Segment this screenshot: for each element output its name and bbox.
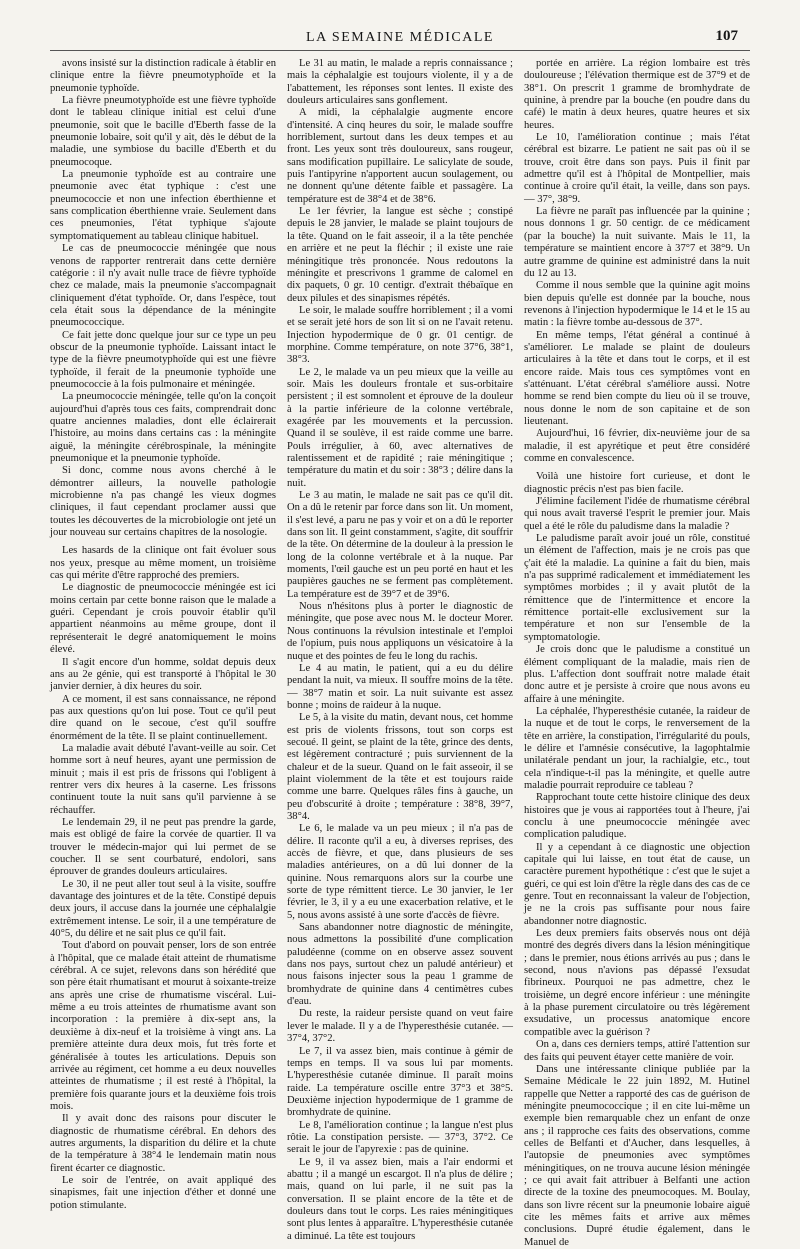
paragraph: Rapprochant toute cette histoire clinique des deux histoires que je vous ai rapportées tout à l'heure, j'ai conclu à une pneumococcie méningée avec complication paludique. — [524, 792, 750, 841]
paragraph: Le paludisme paraît avoir joué un rôle, constitué un élément de l'affection, mais je ne crois pas que ç'ait été la maladie. La quinine a fait du bien, mais n'a pas supprimé radicalement et immédiatement les symptômes morbides ; il y avait plutôt de la rémittence que de l'intermittence et encore la rémittence portait-elle exclusivement sur la température et non sur l'ensemble de la symptomatologie. — [524, 533, 750, 643]
paragraph: Il s'agit encore d'un homme, soldat depuis deux ans au 2e génie, qui est transporté à l'hôpital le 30 janvier dernier, à dix heures du soir. — [50, 656, 276, 693]
paragraph: Voilà une histoire fort curieuse, et dont le diagnostic précis n'est pas bien facile. — [524, 471, 750, 495]
paragraph: portée en arrière. La région lombaire est très douloureuse ; l'élévation thermique est de 37°9 et de 38°1. On prescrit 1 gramme de bromhydrate de quinine, à prendre par la bouche (en poudre dans du café) le matin à deux heures, quatre heures et six heures. — [524, 58, 750, 131]
paragraph: Il y avait donc des raisons pour discuter le diagnostic de rhumatisme cérébral. En dehors des autres arguments, la disparition du délire et la chute de la température à 38°4 le lendemain matin nous firent écarter ce diagnostic. — [50, 1113, 276, 1174]
column-left — [50, 58, 276, 1211]
paragraph: Les deux premiers faits observés nous ont déjà montré des degrés divers dans la lésion méningitique ; dans le premier, nous étions arrivés au pus ; dans le second, nous n'avions pas dépassé l'exsudat fibrineux. Pourquoi ne pas admettre, chez le troisième, un degré encore inférieur : une méningite à la phase purement circulatoire ou très légèrement exsudative, un processus anatomique encore compatible avec la guérison ? — [524, 928, 750, 1038]
running-header: LA SEMAINE MÉDICALE — [306, 30, 494, 45]
paragraph: Le 3 au matin, le malade ne sait pas ce qu'il dit. On a dû le retenir par force dans son lit. Un moment, il s'est levé, a paru ne pas y voir et on a dû le reporter dans son lit. Il geint constamment, s'agite, dit souffrir de la tête. On détermine de la douleur à la pression le long de la colonne vertébrale et à la nuque. Par moments, l'œil gauche est un peu porté en haut et les paupières gauches ne se ferment pas complètement. La température est de 39°7 et de 39°6. — [287, 490, 513, 600]
paragraph: La fièvre pneumotyphoïde est une fièvre typhoïde dont le tableau clinique initial est celui d'une pneumonie, soit que le bacille d'Eberth fasse de la pneumonie lobaire, soit qu'il y ait, dès le début de la maladie, une symbiose du bacille d'Eberth et du pneumocoque. — [50, 95, 276, 168]
paragraph: Le 7, il va assez bien, mais continue à gémir de temps en temps. Il va sous lui par moments. L'hyperesthésie cutanée diminue. Il paraît moins raide. La température oscille entre 37°3 et 38°5. Deuxième injection hypodermique de 1 gramme de bromhydrate de quinine. — [287, 1045, 513, 1119]
paragraph: Le 10, l'amélioration continue ; mais l'état cérébral est bizarre. Le patient ne sait pas où il se trouve, croit être dans son pays. Puis il finit par admettre qu'il est à l'hôpital de Montpellier, mais continue à croire qu'il était, la veille, dans son pays. — 37°, 38°9. — [524, 132, 750, 205]
paragraph: Je crois donc que le paludisme a constitué un élément compliquant de la maladie, mais rien de plus. L'affection dont souffrait notre malade était donc autre et je persiste à croire que nous avons eu affaire à une méningite. — [524, 644, 750, 705]
page-number: 107 — [715, 28, 738, 44]
column-middle — [287, 58, 513, 1242]
paragraph: Le 9, il va assez bien, mais a l'air endormi et abattu ; il a mangé un escargot. Il n'a plus de délire ; mais, quand on lui parle, il ne suit pas la conversation. Il se plaint encore de la tête et de douleurs dans tout le corps. Les raies méningitiques sont plus lentes à apparaître. L'hyperesthésie cutanée a diminué. La tête est toujours — [287, 1156, 513, 1242]
paragraph: Du reste, la raideur persiste quand on veut faire lever le malade. Il y a de l'hyperesthésie cutanée. — 37°4, 37°2. — [287, 1008, 513, 1045]
paragraph: Sans abandonner notre diagnostic de méningite, nous admettons la possibilité d'une complication paludéenne (comme on en observe assez souvent dans nos pays, surtout chez un paludé antérieur) et nous faisons injecter sous la peau 1 gramme de bromhydrate de quinine dans 4 centimètres cubes d'eau. — [287, 922, 513, 1008]
paragraph: A ce moment, il est sans connaissance, ne répond pas aux questions qu'on lui pose. Tout ce qu'il peut dire quand on le secoue, c'est qu'il souffre énormément de la tête. Il se plaint continuellement. — [50, 693, 276, 742]
paragraph: Aujourd'hui, 16 février, dix-neuvième jour de sa maladie, il est apyrétique et peut être considéré comme en convalescence. — [524, 428, 750, 464]
paragraph: Ce fait jette donc quelque jour sur ce type un peu obscur de la pneumonie typhoïde. Laissant intact le type de la fièvre pneumotyphoïde qui est une fièvre typhoïde, il ferait de la pneumonie typhoïde une pneumococcie à la fois pulmonaire et méningée. — [50, 329, 276, 390]
paragraph: Le lendemain 29, il ne peut pas prendre la garde, mais est obligé de faire la corvée de quartier. Il va trouver le médecin-major qui lui permet de se coucher. Il se sent courbaturé, endolori, sans éprouver de grandes douleurs articulaires. — [50, 816, 276, 878]
paragraph: A midi, la céphalalgie augmente encore d'intensité. A cinq heures du soir, le malade souffre horriblement, surtout dans les deux tempes et au front. Les yeux sont très douloureux, sans rougeur, sans modification pupillaire. Le salicylate de soude, puis l'antipyrine n'apportent aucun soulagement, ou ne donnent qu'une détente faible et passagère. La température est de 38°4 et de 38°6. — [287, 107, 513, 205]
paragraph: Le 5, à la visite du matin, devant nous, cet homme est pris de violents frissons, tout son corps est secoué. Il geint, se plaint de la tête, grince des dents, est légèrement contracturé ; puis surviennent de la chaleur et de la sueur. Quand on le fait asseoir, il se plaint violemment de la tête et est toujours raide comme une barre. Quelques râles fins à gauche, un peu d'obscurité à droite ; température : 38°8, 39°7, 38°4. — [287, 712, 513, 822]
paragraph: Le 4 au matin, le patient, qui a eu du délire pendant la nuit, va mieux. Il souffre moins de la tête. — 38°7 matin et soir. La nuit suivante est assez bonne ; moins de raideur à la nuque. — [287, 662, 513, 711]
paragraph: La pneumonie typhoïde est au contraire une pneumonie avec état typhique : c'est une pneumococcie et non une infection éberthienne et sans complication éberthienne vraie. Seulement dans ces pneumonies, l'état typhique s'ajoute symptomatiquement au tableau clinique habituel. — [50, 169, 276, 242]
paragraph: La fièvre ne paraît pas influencée par la quinine ; nous donnons 1 gr. 50 centigr. de ce médicament (par la bouche) la nuit suivante. Mais le 11, la température se maintient encore à 37°7 et 38°9. Un autre gramme de quinine est administré dans la nuit du 12 au 13. — [524, 206, 750, 279]
paragraph: Le 31 au matin, le malade a repris connaissance ; mais la céphalalgie est toujours violente, il y a de l'abattement, les réponses sont lentes. Il existe des douleurs articulaires sans gonflement. — [287, 58, 513, 107]
text-columns — [50, 58, 750, 1248]
paragraph: Le 30, il ne peut aller tout seul à la visite, souffre davantage des jointures et de la tête. Constipé depuis deux jours, il accuse dans la journée une céphalalgie extrêmement intense. Le soir, il a une température de 40°5, du délire et ne sait plus ce qu'il fait. — [50, 878, 276, 940]
paragraph: On a, dans ces derniers temps, attiré l'attention sur des faits qui peuvent étayer cette manière de voir. — [524, 1039, 750, 1063]
paragraph: Tout d'abord on pouvait penser, lors de son entrée à l'hôpital, que ce malade était atteint de rhumatisme cérébral. A ce sujet, relevons dans son hérédité que son père était rhumatisant et mourut à soixante-treize ans après une crise de rhumatisme viscéral. Lui-même a eu trois atteintes de rhumatisme avant son incorporation : la première à dix-sept ans, la deuxième à dix-neuf et la troisième à vingt ans. La première atteinte dura deux mois, fut très forte et généralisée à toutes les articulations. Depuis son arrivée au régiment, cet homme a eu deux nouvelles atteintes de rhumatisme ; il est resté à l'hôpital, la première fois quarante jours et la deuxième fois trois mois. — [50, 940, 276, 1112]
paragraph: La maladie avait débuté l'avant-veille au soir. Cet homme sort à neuf heures, ayant une permission de minuit ; mais il est pris de frissons qui l'obligent à rentrer vers dix heures à la caserne. Les frissons continuent toute la nuit sans qu'il parvienne à se réchauffer. — [50, 742, 276, 816]
paragraph: Le 6, le malade va un peu mieux ; il n'a pas de délire. Il raconte qu'il a eu, à diverses reprises, des accès de fièvre, et que, dans plusieurs de ses maladies antérieures, on a dû lui donner de la quinine. Nous remarquons alors sur la courbe une sorte de type rémittent tierce. Le 30 janvier, le 1er février, le 3, il y a eu une exacerbation relative, et le 5, nous avons assisté à une sorte d'accès de fièvre. — [287, 823, 513, 921]
paragraph: avons insisté sur la distinction radicale à établir en clinique entre la fièvre pneumotyphoïde et la pneumonie typhoïde. — [50, 58, 276, 94]
paragraph: Le cas de pneumococcie méningée que nous venons de rapporter rentrerait dans cette dernière catégorie : il n'y avait nulle trace de fièvre typhoïde chez ce malade, mais la pneumonie s'accompagnait cliniquement d'état typhoïde. Or, dans l'espèce, tout cela était sous la dépendance de la méningite pneumococcique. — [50, 243, 276, 329]
paragraph: Nous n'hésitons plus à porter le diagnostic de méningite, que pose avec nous M. le docteur Morer. Nous continuons la révulsion intestinale et l'emploi de l'opium, puis nous appliquons un vésicatoire à la nuque et des pointes de feu le long du rachis. — [287, 601, 513, 662]
paragraph: Le 1er février, la langue est sèche ; constipé depuis le 28 janvier, le malade se plaint toujours de la tête. Quand on le fait asseoir, il a la tête penchée en arrière et ne peut la fléchir ; il existe une raie méningitique très prononcée. Nous redoutons la méningite et prescrivons 1 gramme de calomel en dix paquets, 0 gr. 10 centigr. d'extrait thébaïque en deux pilules et des sinapismes répétés. — [287, 206, 513, 304]
paragraph: La céphalée, l'hyperesthésie cutanée, la raideur de la nuque et de tout le corps, le renversement de la tête en arrière, la constipation, l'irrégularité du pouls, le délire et l'amnésie consécutive, la lagophtalmie unilatérale pendant un jour, la rachialgie, etc., tout cela n'indique-t-il pas la méningite, et quelle autre maladie pourrait reproduire ce tableau ? — [524, 705, 750, 791]
paragraph: Le diagnostic de pneumococcie méningée est ici moins certain par cette bonne raison que le malade a guéri. Cependant je crois pouvoir établir qu'il appartient néanmoins au même groupe, dont il représenterait le degré anatomiquement le moins élevé. — [50, 582, 276, 656]
column-right — [524, 58, 750, 1248]
paragraph: Le soir, le malade souffre horriblement ; il a vomi et se serait jeté hors de son lit si on ne l'avait retenu. Injection hypodermique de 0 gr. 01 centigr. de morphine. Comme température, on note 37°6, 38°1, 38°3. — [287, 304, 513, 366]
paragraph: Si donc, comme nous avons cherché à le démontrer ailleurs, la nouvelle pathologie microbienne n'a pas changé les vieux dogmes cliniques, il faut cependant proclamer aussi que toutes les découvertes de la microbiologie ont jeté un jour nouveau sur certains chapitres de la nosologie. — [50, 465, 276, 539]
paragraph: Le 2, le malade va un peu mieux que la veille au soir. Mais les douleurs frontale et sus-orbitaire persistent ; il est somnolent et éprouve de la douleur à la partie inférieure de la colonne vertébrale, exagérée par les mouvements et la percussion. Quand il se soulève, il est raide comme une barre. Pouls irrégulier, à 60, avec alternatives de ralentissement et de rapidité ; raie méningitique ; température du matin et du soir : 38°3 ; délire dans la nuit. — [287, 366, 513, 489]
paragraph: En même temps, l'état général a continué à s'améliorer. Le malade se plaint de douleurs articulaires à la tête et dans tout le corps, et il est encore raide. Mais tous ces symptômes vont en s'atténuant. L'état cérébral s'améliore aussi. Notre homme se rend bien compte du lieu où il se trouve, nous donne le nom de son capitaine et de son lieutenant. — [524, 329, 750, 427]
header-rule — [50, 50, 750, 51]
paragraph: Dans une intéressante clinique publiée par la Semaine Médicale le 22 juin 1892, M. Hutinel rappelle que Netter a rapporté des cas de guérison de méningite pneumococcique ; il en cite lui-même un exemple bien remarquable chez un enfant de onze ans ; il rapproche ces faits des observations, comme celles de Belfanti et d'Aucher, dans lesquelles, à l'autopsie de pneumonies avec symptômes méningitiques, on ne trouva aucune lésion méningée ; ce qui avait fait attribuer à Belfanti une action directe de la toxine des pneumocoques. M. Boulay, dans son livre récent sur la pneumonie lobaire aiguë cite les mêmes faits et arrive aux mêmes conclusions. Dupré étudie également, dans le Manuel de — [524, 1063, 750, 1248]
paragraph: J'élimine facilement l'idée de rhumatisme cérébral qui nous avait traversé l'esprit le premier jour. Mais quel a été le rôle du paludisme dans la maladie ? — [524, 496, 750, 532]
paragraph: Les hasards de la clinique ont fait évoluer sous nos yeux, presque au même moment, un troisième cas qui mérite d'être rapproché des premiers. — [50, 545, 276, 582]
paragraph: Il y a cependant à ce diagnostic une objection capitale qui lui laisse, en tout état de cause, un caractère purement hypothétique : c'est que le sujet a guéri, ce qui est loin d'être la règle dans des cas de ce genre. Tout en reconnaissant la valeur de l'objection, je ne la crois pas suffisante pour nous faire abandonner notre diagnostic. — [524, 841, 750, 927]
paragraph: Comme il nous semble que la quinine agit moins bien depuis qu'elle est donnée par la bouche, nous revenons à l'injection hypodermique le 14 et le 15 au matin : la fièvre tombe au-dessous de 37°. — [524, 280, 750, 329]
paragraph: La pneumococcie méningée, telle qu'on la conçoit aujourd'hui d'après tous ces faits, comprendrait donc quatre anciennes maladies, dont elle éclairerait l'histoire, au moins dans certains cas : la méningite aiguë, la méningite cérébrospinale, la méningite pneumonique et la pneumonie typhoïde. — [50, 391, 276, 464]
paragraph: Le soir de l'entrée, on avait appliqué des sinapismes, fait une injection d'éther et donné une potion stimulante. — [50, 1174, 276, 1211]
paragraph: Le 8, l'amélioration continue ; la langue n'est plus rôtie. La constipation persiste. — 37°3, 37°2. Ce serait le jour de l'apyrexie : pas de quinine. — [287, 1119, 513, 1156]
